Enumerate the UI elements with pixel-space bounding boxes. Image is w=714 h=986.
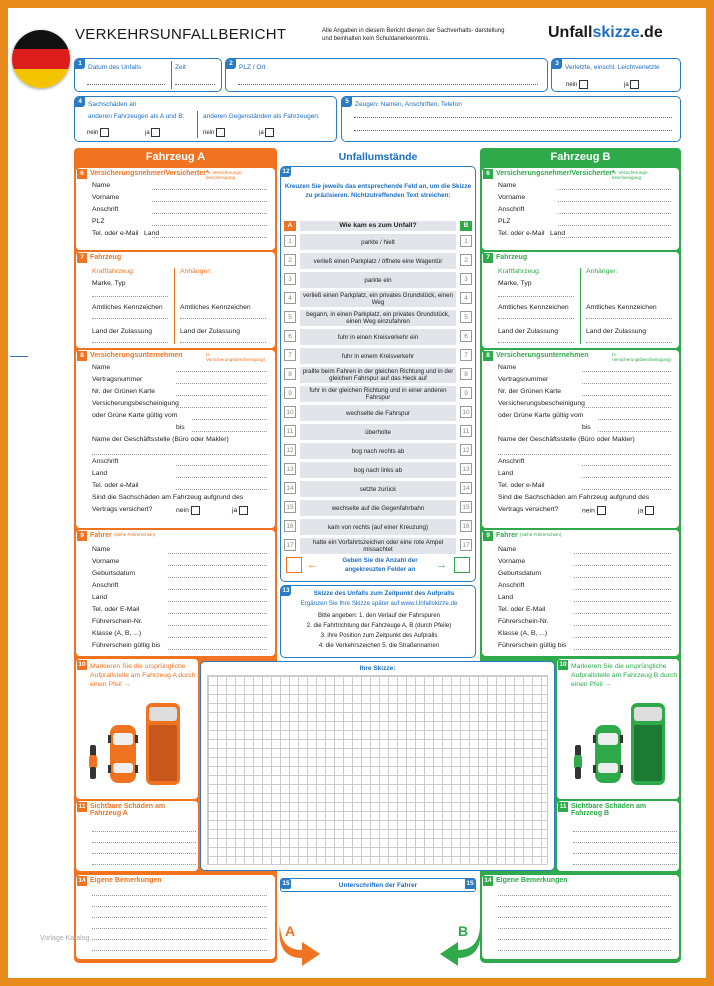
office-name-input[interactable] (498, 454, 671, 455)
field-label: Tel. oder e-Mail (498, 230, 545, 237)
field-label: Führerschein-Nr. (92, 618, 143, 625)
field-label: Vertragsnummer (92, 376, 143, 383)
circumstance-a-checkbox[interactable]: 1 (284, 235, 296, 247)
vehicle-b-diagram-icon[interactable] (569, 703, 679, 791)
injured-yes-checkbox[interactable] (630, 80, 639, 89)
field-input[interactable] (574, 649, 671, 650)
damage-line[interactable] (573, 853, 677, 854)
circumstance-text: hatte ein Vorfahrtszeichen oder eine rote Ampel missachtet (300, 538, 456, 554)
sketch-grid[interactable] (207, 675, 548, 865)
field-input[interactable] (192, 419, 267, 420)
germany-flag-icon (12, 30, 70, 88)
field-label: Anschrift (498, 458, 525, 465)
circumstance-row (282, 272, 474, 288)
circumstance-text: verließ einen Parkplatz / öffnete eine Wagentür (300, 253, 456, 269)
circumstance-b-checkbox[interactable]: 5 (460, 311, 472, 323)
arrow-left-icon: ← (307, 559, 318, 571)
field-label: Nr. der Grünen Karte (498, 388, 562, 395)
circumstance-a-checkbox[interactable]: 16 (284, 520, 296, 532)
circumstance-row (282, 234, 474, 250)
field-label: Klasse (A, B, ...) (92, 630, 142, 637)
circumstance-text: überholte (300, 424, 456, 440)
field-label: Anschrift (92, 458, 119, 465)
circumstance-b-checkbox[interactable]: 1 (460, 235, 472, 247)
field-input[interactable] (574, 577, 671, 578)
field-input[interactable] (574, 589, 671, 590)
field-label: Vorname (92, 558, 120, 565)
damage-line[interactable] (573, 864, 677, 865)
field-label: Führerschein gültig bis (498, 642, 567, 649)
field-label: Land (498, 470, 514, 477)
remark-line[interactable] (92, 906, 267, 907)
circumstance-b-checkbox[interactable]: 2 (460, 254, 472, 266)
vehicle-a-diagram-icon[interactable] (84, 703, 194, 791)
circumstance-b-checkbox[interactable]: 12 (460, 444, 472, 456)
remark-line[interactable] (92, 917, 267, 918)
field-label: oder Grüne Karte gültig vom (92, 412, 178, 419)
field-label: Geburtsdatum (92, 570, 136, 577)
circumstance-b-checkbox[interactable]: 9 (460, 387, 472, 399)
field-input[interactable] (598, 431, 671, 432)
field-label: Anschrift (92, 206, 119, 213)
circumstance-text: fuhr in der gleichen Richtung und in einer anderen Fahrspur (300, 386, 456, 402)
field-label: bis (176, 424, 185, 431)
circumstance-row (282, 443, 474, 459)
field-label: Sind die Sachschäden am Fahrzeug aufgrund des (92, 494, 244, 501)
registration-country-input[interactable] (92, 342, 168, 343)
circumstance-b-checkbox[interactable]: 14 (460, 482, 472, 494)
logo[interactable]: Unfallskizze.de (548, 24, 663, 41)
field-input[interactable] (582, 395, 671, 396)
section-8-insurance: 8 Versicherungsunternehmen (s. Versicherungsbescheinigung) Name Vertragsnummer Nr. der Grünen Karte Versicherungsbescheinigung oder Grüne Karte gültig vom bis Name der Geschäftsstelle (Büro oder Makler) Anschrift Land Tel. oder e-Mail Sind die Sachschäden am Fahrzeug aufgrund des Vertrags versichert? nein ja (76, 350, 275, 528)
circumstance-row (282, 348, 474, 364)
field-input[interactable] (168, 589, 267, 590)
witness-line[interactable] (354, 130, 672, 131)
circumstance-a-checkbox[interactable]: 6 (284, 330, 296, 342)
section-11-visible-damage: 11 Sichtbare Schäden am Fahrzeug A (76, 801, 198, 871)
field-label: Versicherungsbescheinigung (498, 400, 585, 407)
field-input[interactable] (574, 601, 671, 602)
field-label: Klasse (A, B, ...) (498, 630, 548, 637)
circumstance-b-checkbox[interactable]: 3 (460, 273, 472, 285)
field-label: Land (92, 594, 108, 601)
field-input[interactable] (168, 649, 267, 650)
circumstance-b-checkbox[interactable]: 17 (460, 539, 472, 551)
field-label: Sind die Sachschäden am Fahrzeug aufgrund des (498, 494, 650, 501)
field-label: Anschrift (498, 206, 525, 213)
circumstance-text: wechselte die Fahrspur (300, 405, 456, 421)
trailer-country-input[interactable] (180, 342, 266, 343)
section-10-impact: 10 Markieren Sie die ursprüngliche Aufprallstelle am Fahrzeug A durch einen Pfeil → (76, 659, 198, 799)
circumstances-title: Unfallumstände (338, 151, 418, 163)
field-label: Name (498, 364, 517, 371)
circumstance-a-checkbox[interactable]: 5 (284, 311, 296, 323)
section-11-visible-damage: 11 Sichtbare Schäden am Fahrzeug B (557, 801, 679, 871)
field-input[interactable] (168, 601, 267, 602)
circumstance-a-checkbox[interactable]: 12 (284, 444, 296, 456)
circumstance-a-checkbox[interactable]: 11 (284, 425, 296, 437)
field-label: Tel. oder E-Mail (498, 606, 546, 613)
field-label: Tel. oder e-Mail (498, 482, 545, 489)
section-6-policyholder: 6 Versicherungsnehmer/Versicherter* *s. Versicherungs- bescheinigung Name Vorname Anschrift PLZ Tel. oder e-Mail Land (76, 168, 275, 250)
remark-line[interactable] (498, 928, 671, 929)
field-label: Land (92, 470, 108, 477)
section-15-signatures: 15 15 Unterschriften der Fahrer (280, 878, 476, 892)
circumstance-text: bog nach links ab (300, 462, 456, 478)
damage-line[interactable] (92, 842, 196, 843)
field-input[interactable] (558, 189, 671, 190)
section-9-driver: 9 Fahrer (siehe Führerschein) Name Vorname Geburtsdatum Anschrift Land Tel. oder E-Mail Führerschein-Nr. Klasse (A, B, ...) Führerschein gültig bis (76, 530, 275, 656)
circumstance-text: parkte ein (300, 272, 456, 288)
section-9-driver: 9 Fahrer (siehe Führerschein) Name Vorname Geburtsdatum Anschrift Land Tel. oder E-Mail Führerschein-Nr. Klasse (A, B, ...) Führerschein gültig bis (482, 530, 679, 656)
field-label: Name (498, 546, 517, 553)
circumstance-row (282, 424, 474, 440)
insured-yes-checkbox[interactable] (645, 506, 654, 515)
circumstance-a-checkbox[interactable]: 14 (284, 482, 296, 494)
field-input[interactable] (152, 189, 267, 190)
field-input[interactable] (582, 465, 671, 466)
field-label: PLZ (498, 218, 511, 225)
time-field[interactable] (175, 84, 215, 85)
circumstance-text: begann, in einen Parkplatz, ein privates Grundstück, einen Weg einzufahren (300, 310, 456, 326)
circumstance-b-checkbox[interactable]: 11 (460, 425, 472, 437)
field-label: Vertrags versichert? (498, 506, 559, 513)
field-label: Tel. oder E-Mail (92, 606, 140, 613)
damage-line[interactable] (92, 864, 196, 865)
damage-line[interactable] (573, 831, 677, 832)
field-label: Name der Geschäftsstelle (Büro oder Makler) (498, 436, 635, 443)
circumstance-row (282, 500, 474, 516)
remark-line[interactable] (498, 895, 671, 896)
section-10-impact: 10 Markieren Sie die ursprüngliche Aufprallstelle am Fahrzeug B durch einen Pfeil → (557, 659, 679, 799)
signature-b-label: B (458, 923, 469, 939)
circumstance-text: bog nach rechts ab (300, 443, 456, 459)
section-1-date: 1 Datum des Unfalls Zeit (74, 58, 222, 92)
field-label: Vorname (498, 558, 526, 565)
field-input[interactable] (176, 465, 267, 466)
field-input[interactable] (168, 637, 267, 638)
field-input[interactable] (582, 383, 671, 384)
trailer-plate-input[interactable] (586, 318, 672, 319)
field-input[interactable] (176, 395, 267, 396)
insured-no-checkbox[interactable] (597, 506, 606, 515)
field-label: Vorname (92, 194, 120, 201)
field-input[interactable] (168, 577, 267, 578)
field-input[interactable] (176, 371, 267, 372)
field-label: Name (498, 182, 517, 189)
plate-input[interactable] (498, 318, 574, 319)
circumstance-text: setzte zurück (300, 481, 456, 497)
circumstance-row (282, 253, 474, 269)
circumstance-text: kam von rechts (auf einer Kreuzung) (300, 519, 456, 535)
field-input[interactable] (582, 371, 671, 372)
form-title: VERKEHRSUNFALLBERICHT (75, 26, 287, 43)
circumstance-b-checkbox[interactable]: 6 (460, 330, 472, 342)
circumstance-text: verließ einen Parkplatz, ein privates Grundstück, einen Weg (300, 291, 456, 307)
circumstance-row (282, 519, 474, 535)
column-b-label: B (460, 221, 472, 231)
section-8-insurance: 8 Versicherungsunternehmen (s. Versicherungsbescheinigung) Name Vertragsnummer Nr. der Grünen Karte Versicherungsbescheinigung oder Grüne Karte gültig vom bis Name der Geschäftsstelle (Büro oder Makler) Anschrift Land Tel. oder e-Mail Sind die Sachschäden am Fahrzeug aufgrund des Vertrags versichert? nein ja (482, 350, 679, 528)
header-note: Alle Angaben in diesem Bericht dienen der Sachverhalts- darstellung und beinhalten kein Schuldanerkenntnis. (322, 28, 505, 42)
section-13-sketch-info: 13 Skizze des Unfalls zum Zeitpunkt des Aufpralls Ergänzen Sie Ihre Skizze später auf www.Unfallskizze.de Bitte angeben: 1. den Verlauf der Fahrspuren 2. die Fahrtrichtung der Fahrzeuge A, B (durch Pfeile) 3. ihre Position zum Zeitpunkt des Aufpralls 4. die Verkehrszeichen 5. die Straßennamen (280, 585, 476, 658)
damage-objects-no-checkbox[interactable] (216, 128, 225, 137)
field-label: Vorname (498, 194, 526, 201)
field-label: Versicherungsbescheinigung (92, 400, 179, 407)
circumstance-b-checkbox[interactable]: 7 (460, 349, 472, 361)
trailer-plate-input[interactable] (180, 318, 266, 319)
witness-line[interactable] (354, 117, 672, 118)
field-label: Name (92, 182, 111, 189)
field-input[interactable] (582, 407, 671, 408)
field-input[interactable] (168, 553, 267, 554)
circumstance-a-checkbox[interactable]: 2 (284, 254, 296, 266)
field-input[interactable] (176, 489, 267, 490)
field-input[interactable] (152, 225, 267, 226)
damage-objects-yes-checkbox[interactable] (265, 128, 274, 137)
remark-line[interactable] (498, 917, 671, 918)
remark-line[interactable] (92, 939, 267, 940)
section-14-remarks: 14 Eigene Bemerkungen (76, 875, 275, 959)
fold-mark (10, 356, 28, 357)
watermark: Vorlage Katalog (40, 935, 90, 942)
field-input[interactable] (582, 489, 671, 490)
section-6-policyholder: 6 Versicherungsnehmer/Versicherter* *s. Versicherungs- bescheinigung Name Vorname Anschrift PLZ Tel. oder e-Mail Land (482, 168, 679, 250)
circumstance-row (282, 462, 474, 478)
field-label: Vertragsnummer (498, 376, 549, 383)
field-label: oder Grüne Karte gültig vom (498, 412, 584, 419)
field-input[interactable] (582, 477, 671, 478)
field-input[interactable] (598, 419, 671, 420)
remark-line[interactable] (498, 906, 671, 907)
field-label: Tel. oder e-Mail (92, 230, 139, 237)
circumstance-a-checkbox[interactable]: 10 (284, 406, 296, 418)
field-label: Tel. oder e-Mail (92, 482, 139, 489)
field-input[interactable] (558, 213, 671, 214)
signature-a-arrow-icon (276, 922, 324, 966)
remark-line[interactable] (92, 950, 267, 951)
damage-line[interactable] (92, 853, 196, 854)
date-field[interactable] (87, 84, 165, 85)
count-b-box[interactable] (454, 557, 470, 573)
circumstance-text: wechselte auf die Gegenfahrbahn (300, 500, 456, 516)
registration-country-input[interactable] (498, 342, 574, 343)
section-5-witnesses: 5 Zeugen: Namen, Anschriften, Telefon (341, 96, 681, 142)
circumstance-b-checkbox[interactable]: 8 (460, 368, 472, 380)
circumstances-intro: Kreuzen Sie jeweils das entsprechende Feld an, um die Skizze zu präzisieren. Nichtzutreffenden Text streichen: (284, 183, 472, 199)
field-label: Nr. der Grünen Karte (92, 388, 156, 395)
signature-a-label: A (285, 923, 296, 939)
remark-line[interactable] (92, 895, 267, 896)
section-4-damage: 4 Sachschäden an anderen Fahrzeugen als A und B: anderen Gegenständen als Fahrzeugen: nein ja nein ja (74, 96, 337, 142)
field-input[interactable] (574, 637, 671, 638)
field-label: Anschrift (498, 582, 525, 589)
field-input[interactable] (192, 431, 267, 432)
field-input[interactable] (168, 613, 267, 614)
circumstance-a-checkbox[interactable]: 7 (284, 349, 296, 361)
circumstance-b-checkbox[interactable]: 4 (460, 292, 472, 304)
field-label: Führerschein gültig bis (92, 642, 161, 649)
circumstance-a-checkbox[interactable]: 3 (284, 273, 296, 285)
field-label: bis (582, 424, 591, 431)
circumstance-row (282, 405, 474, 421)
section-7-vehicle: 7 Fahrzeug Kraftfahrzeug: Anhänger: Marke, Typ Amtliches Kennzeichen Amtliches Kennzeichen Land der Zulassung Land der Zulassung (482, 252, 679, 348)
field-input[interactable] (558, 201, 671, 202)
field-input[interactable] (574, 625, 671, 626)
circumstance-a-checkbox[interactable]: 4 (284, 292, 296, 304)
field-label: PLZ (92, 218, 105, 225)
field-input[interactable] (168, 625, 267, 626)
circumstance-row (282, 291, 474, 307)
circumstance-b-checkbox[interactable]: 16 (460, 520, 472, 532)
field-input[interactable] (558, 225, 671, 226)
field-input[interactable] (574, 553, 671, 554)
field-label: Name der Geschäftsstelle (Büro oder Makler) (92, 436, 229, 443)
vehicle-b-header: Fahrzeug B (480, 148, 681, 166)
circumstance-row (282, 481, 474, 497)
field-label: Vertrags versichert? (92, 506, 153, 513)
circumstance-b-checkbox[interactable]: 13 (460, 463, 472, 475)
circumstance-a-checkbox[interactable]: 17 (284, 539, 296, 551)
circumstance-a-checkbox[interactable]: 8 (284, 368, 296, 380)
circumstance-row (282, 310, 474, 326)
plate-input[interactable] (92, 318, 168, 319)
field-input[interactable] (152, 237, 267, 238)
field-label: Geburtsdatum (498, 570, 542, 577)
damage-vehicles-no-checkbox[interactable] (100, 128, 109, 137)
section-2-place: 2 PLZ / Ort (225, 58, 548, 92)
circumstance-row (282, 538, 474, 554)
field-input[interactable] (574, 613, 671, 614)
field-label: Anschrift (92, 582, 119, 589)
insured-yes-checkbox[interactable] (239, 506, 248, 515)
circumstance-row (282, 386, 474, 402)
field-label: Name (92, 364, 111, 371)
section-3-injured: 3 Verletzte, einschl. Leichtverletzte nein ja (551, 58, 681, 92)
circumstance-text: prallte beim Fahren in der gleichen Richtung und in der gleichen Fahrspur auf das Heck auf (300, 367, 456, 383)
field-input[interactable] (152, 213, 267, 214)
vehicle-a-header: Fahrzeug A (74, 148, 277, 166)
remark-line[interactable] (498, 950, 671, 951)
sketch-area[interactable]: Ihre Skizze: (200, 661, 555, 871)
injured-no-checkbox[interactable] (579, 80, 588, 89)
count-a-box[interactable] (286, 557, 302, 573)
field-input[interactable] (168, 565, 267, 566)
field-input[interactable] (152, 201, 267, 202)
remark-line[interactable] (92, 928, 267, 929)
arrow-right-icon: → (436, 559, 447, 571)
circumstance-b-checkbox[interactable]: 10 (460, 406, 472, 418)
question-label: Wie kam es zum Unfall? (300, 221, 456, 231)
circumstance-b-checkbox[interactable]: 15 (460, 501, 472, 513)
vehicle-type-input[interactable] (92, 296, 168, 297)
field-input[interactable] (558, 237, 671, 238)
count-label: Geben Sie die Anzahl der angekreuzten Felder an (342, 557, 418, 573)
section-12-circumstances: 12 (280, 166, 476, 582)
field-input[interactable] (176, 407, 267, 408)
place-field[interactable] (238, 84, 538, 85)
section-7-vehicle: 7 Fahrzeug Kraftfahrzeug: Anhänger: Marke, Typ Amtliches Kennzeichen Amtliches Kennzeichen Land der Zulassung Land der Zulassung (76, 252, 275, 348)
trailer-country-input[interactable] (586, 342, 672, 343)
circumstance-a-checkbox[interactable]: 13 (284, 463, 296, 475)
field-input[interactable] (176, 383, 267, 384)
field-label: Name (92, 546, 111, 553)
field-input[interactable] (176, 477, 267, 478)
circumstance-text: parkte / hielt (300, 234, 456, 250)
vehicle-type-input[interactable] (498, 296, 574, 297)
insured-no-checkbox[interactable] (191, 506, 200, 515)
circumstance-a-checkbox[interactable]: 9 (284, 387, 296, 399)
field-label: Führerschein-Nr. (498, 618, 549, 625)
field-input[interactable] (574, 565, 671, 566)
section-14-remarks: 14 Eigene Bemerkungen (482, 875, 679, 959)
column-a-label: A (284, 221, 296, 231)
circumstance-row (282, 367, 474, 383)
circumstance-text: fuhr in einem Kreisverkehr (300, 348, 456, 364)
damage-line[interactable] (92, 831, 196, 832)
office-name-input[interactable] (92, 454, 267, 455)
circumstance-text: fuhr in einen Kreisverkehr ein (300, 329, 456, 345)
damage-vehicles-yes-checkbox[interactable] (151, 128, 160, 137)
circumstance-a-checkbox[interactable]: 15 (284, 501, 296, 513)
damage-line[interactable] (573, 842, 677, 843)
circumstance-row (282, 329, 474, 345)
field-label: Land (498, 594, 514, 601)
remark-line[interactable] (498, 939, 671, 940)
